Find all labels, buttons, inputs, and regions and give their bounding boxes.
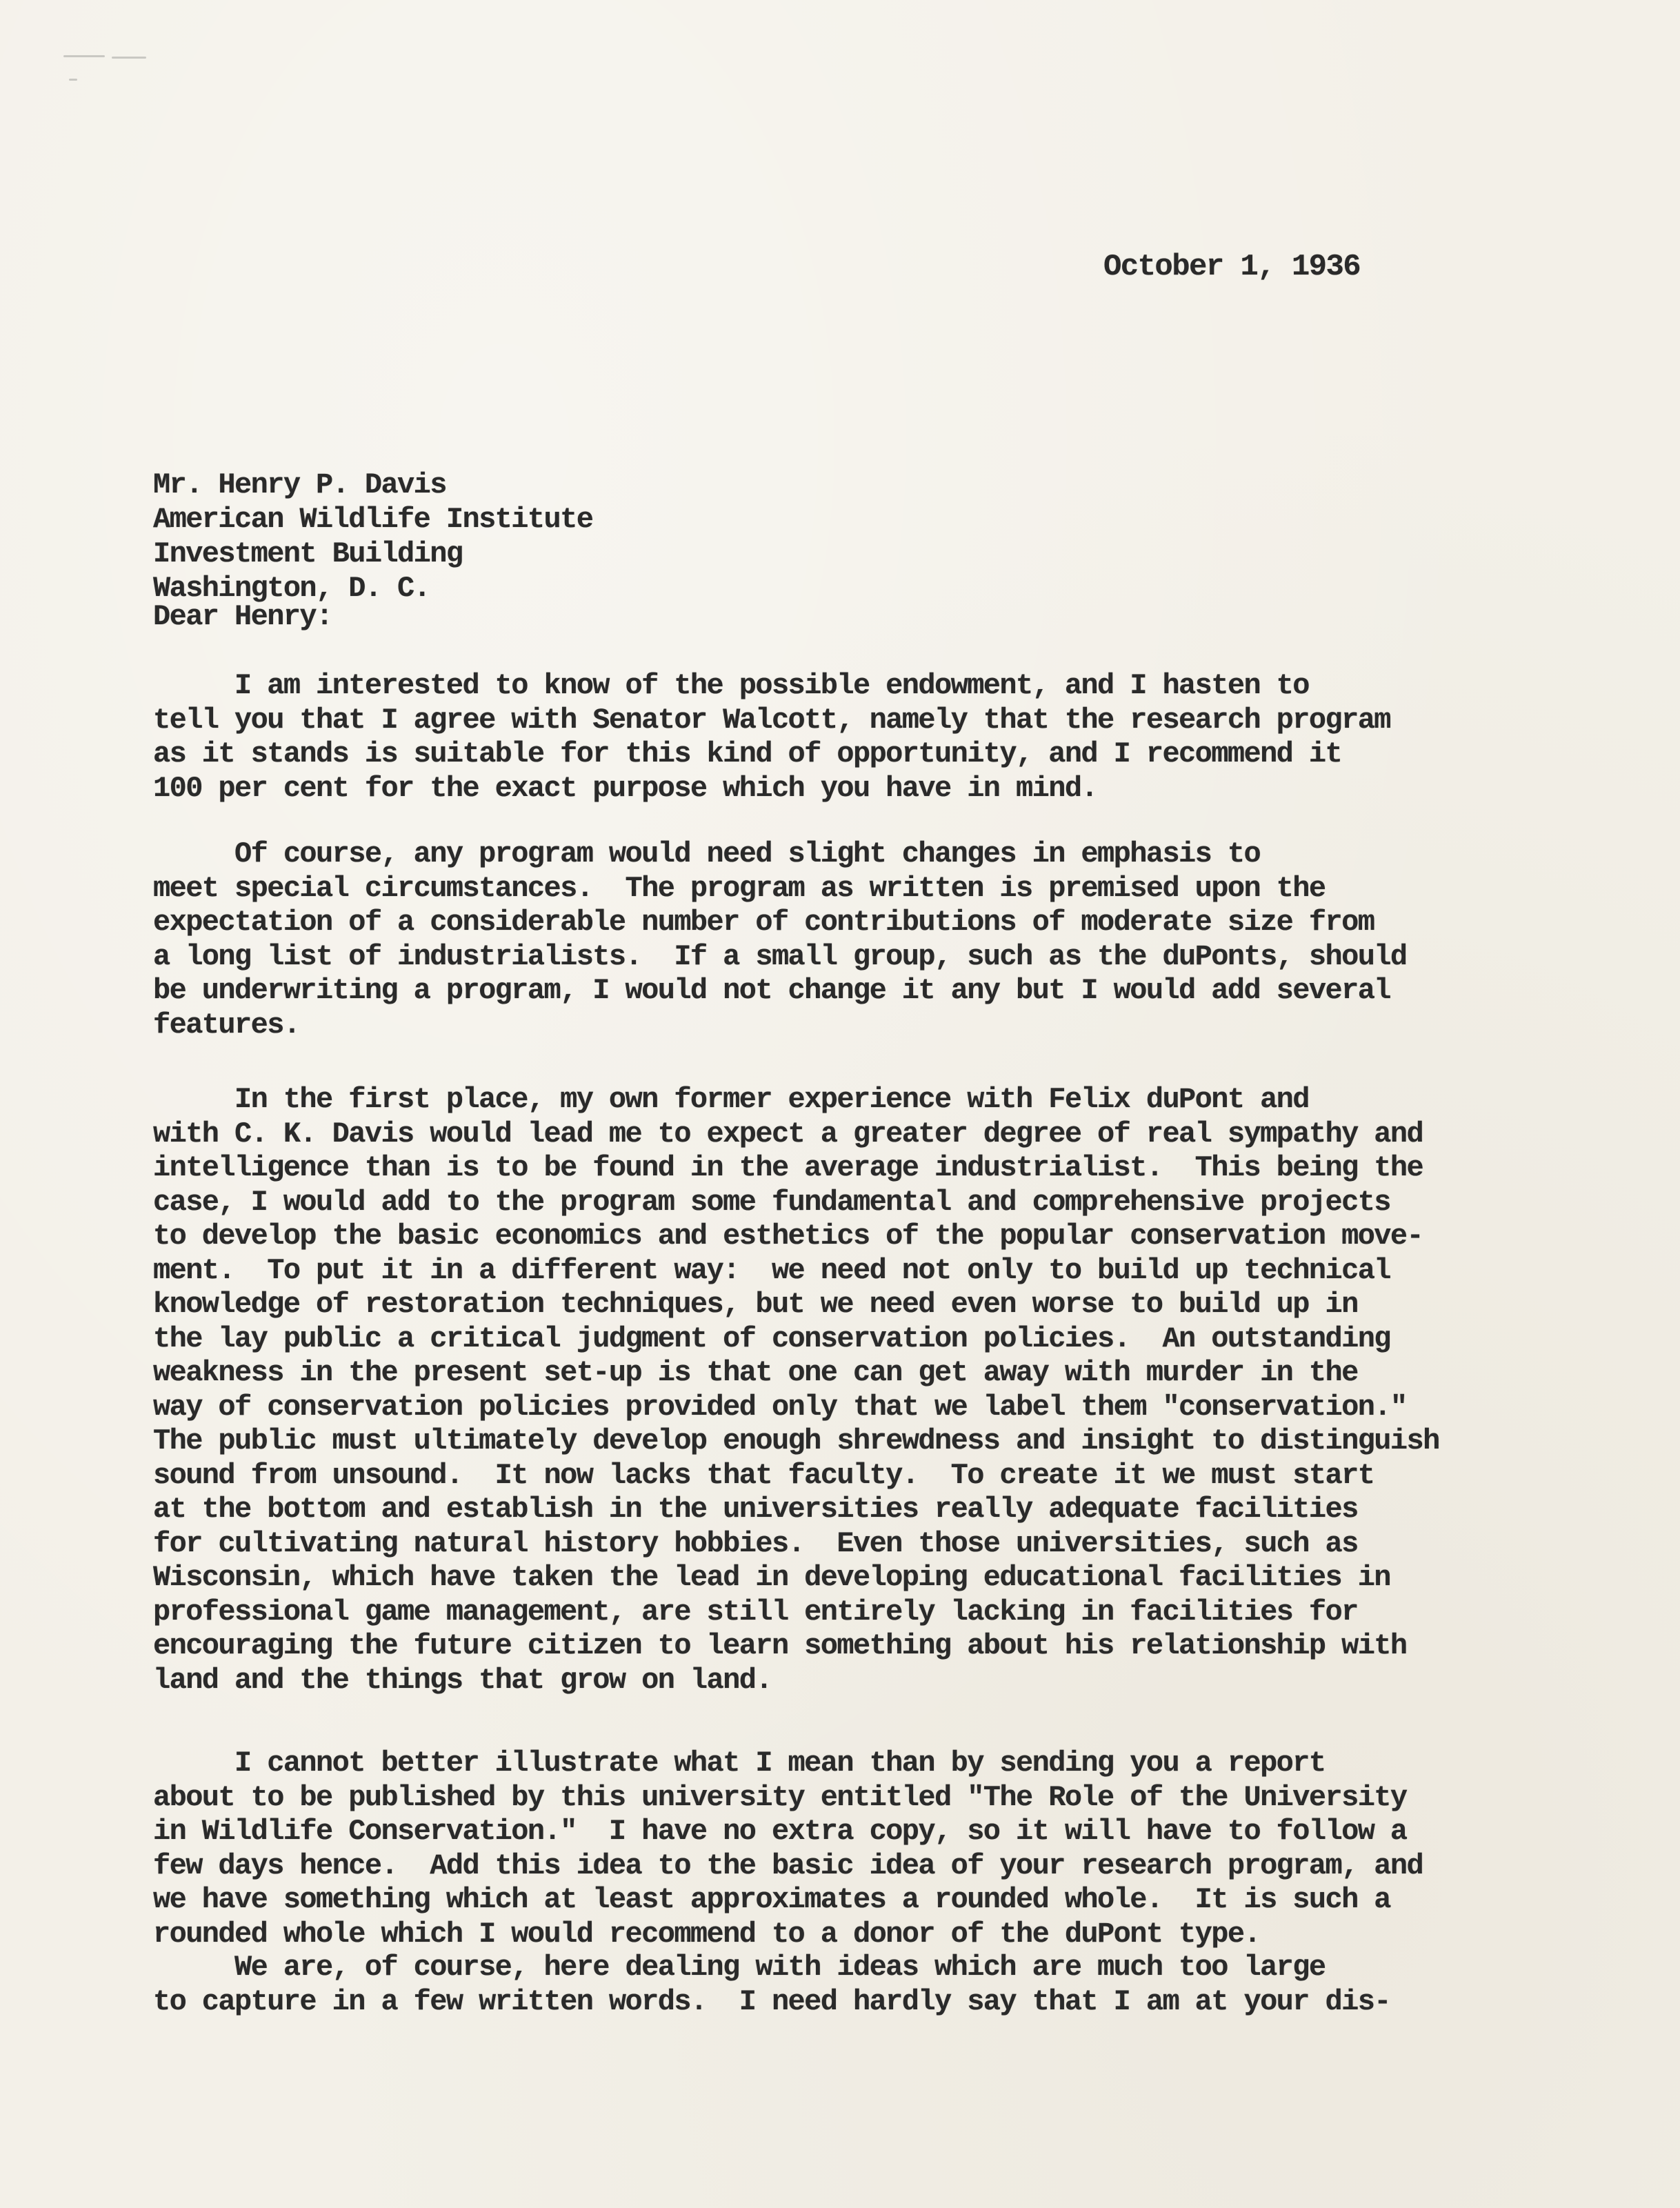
text-line: meet special circumstances. The program as written is premised upon the — [153, 871, 1326, 905]
salutation: Dear Henry: — [153, 600, 332, 633]
text-line: be underwriting a program, I would not change it any but I would add several — [153, 974, 1390, 1007]
letter-date: October 1, 1936 — [1103, 250, 1361, 284]
text-line: for cultivating natural history hobbies. Even those universities, such as — [153, 1526, 1358, 1560]
text-line: as it stands is suitable for this kind of opportunity, and I recommend it — [153, 737, 1342, 770]
text-line: the lay public a critical judgment of conservation policies. An outstanding — [153, 1322, 1390, 1355]
text-line: to capture in a few written words. I need hardly say that I am at your dis- — [153, 1985, 1390, 2018]
text-line: encouraging the future citizen to learn something about his relationship with — [153, 1629, 1407, 1662]
text-line: to develop the basic economics and esthetics of the popular conservation move- — [153, 1220, 1423, 1253]
text-line: 100 per cent for the exact purpose which you have in mind. — [153, 771, 1098, 805]
text-line: with C. K. Davis would lead me to expect a greater degree of real sympathy and — [153, 1117, 1423, 1151]
text-line: ment. To put it in a different way: we need not only to build up technical — [153, 1253, 1390, 1287]
text-line: professional game management, are still entirely lacking in facilities for — [153, 1595, 1358, 1629]
paragraph-5 — [153, 1951, 1390, 2019]
text-line: We are, of course, here dealing with ideas which are much too large — [153, 1951, 1326, 1984]
text-line: sound from unsound. It now lacks that faculty. To create it we must start — [153, 1458, 1374, 1492]
text-line: weakness in the present set-up is that one can get away with murder in the — [153, 1356, 1358, 1389]
text-line: way of conservation policies provided only that we label them "conservation." — [153, 1390, 1407, 1424]
text-line: about to be published by this university entitled "The Role of the University — [153, 1780, 1407, 1814]
text-line: Wisconsin, which have taken the lead in developing educational facilities in — [153, 1561, 1390, 1594]
text-line: features. — [153, 1008, 300, 1042]
text-line: at the bottom and establish in the universities really adequate facilities — [153, 1493, 1358, 1526]
address-line: American Wildlife Institute — [153, 503, 593, 536]
text-line: few days hence. Add this idea to the basic idea of your research program, and — [153, 1849, 1423, 1882]
recipient-address — [153, 468, 592, 606]
text-line: in Wildlife Conservation." I have no extra copy, so it will have to follow a — [153, 1815, 1407, 1848]
text-line: I am interested to know of the possible endowment, and I hasten to — [153, 669, 1309, 702]
paragraph-3 — [153, 1083, 1439, 1698]
address-line: Washington, D. C. — [153, 572, 430, 605]
text-line: rounded whole which I would recommend to a donor of the duPont type. — [153, 1917, 1261, 1951]
paragraph-2 — [153, 837, 1407, 1042]
text-line: intelligence than is to be found in the average industrialist. This being the — [153, 1151, 1423, 1184]
text-line: In the first place, my own former experience with Felix duPont and — [153, 1083, 1309, 1116]
text-line: case, I would add to the program some fundamental and comprehensive projects — [153, 1185, 1390, 1219]
text-line: The public must ultimately develop enough shrewdness and insight to distinguish — [153, 1424, 1439, 1458]
address-line: Mr. Henry P. Davis — [153, 468, 446, 501]
corner-smudge — [63, 48, 160, 90]
address-line: Investment Building — [153, 537, 463, 570]
text-line: I cannot better illustrate what I mean than by sending you a report — [153, 1747, 1326, 1780]
paragraph-1 — [153, 669, 1390, 806]
text-line: tell you that I agree with Senator Walcott, namely that the research program — [153, 703, 1390, 737]
text-line: Of course, any program would need slight changes in emphasis to — [153, 837, 1261, 871]
text-line: knowledge of restoration techniques, but we need even worse to build up in — [153, 1288, 1358, 1321]
text-line: expectation of a considerable number of contributions of moderate size from — [153, 906, 1374, 939]
text-line: land and the things that grow on land. — [153, 1663, 772, 1697]
text-line: we have something which at least approximates a rounded whole. It is such a — [153, 1883, 1390, 1916]
text-line: a long list of industrialists. If a small group, such as the duPonts, should — [153, 939, 1407, 973]
paragraph-4 — [153, 1747, 1423, 1951]
